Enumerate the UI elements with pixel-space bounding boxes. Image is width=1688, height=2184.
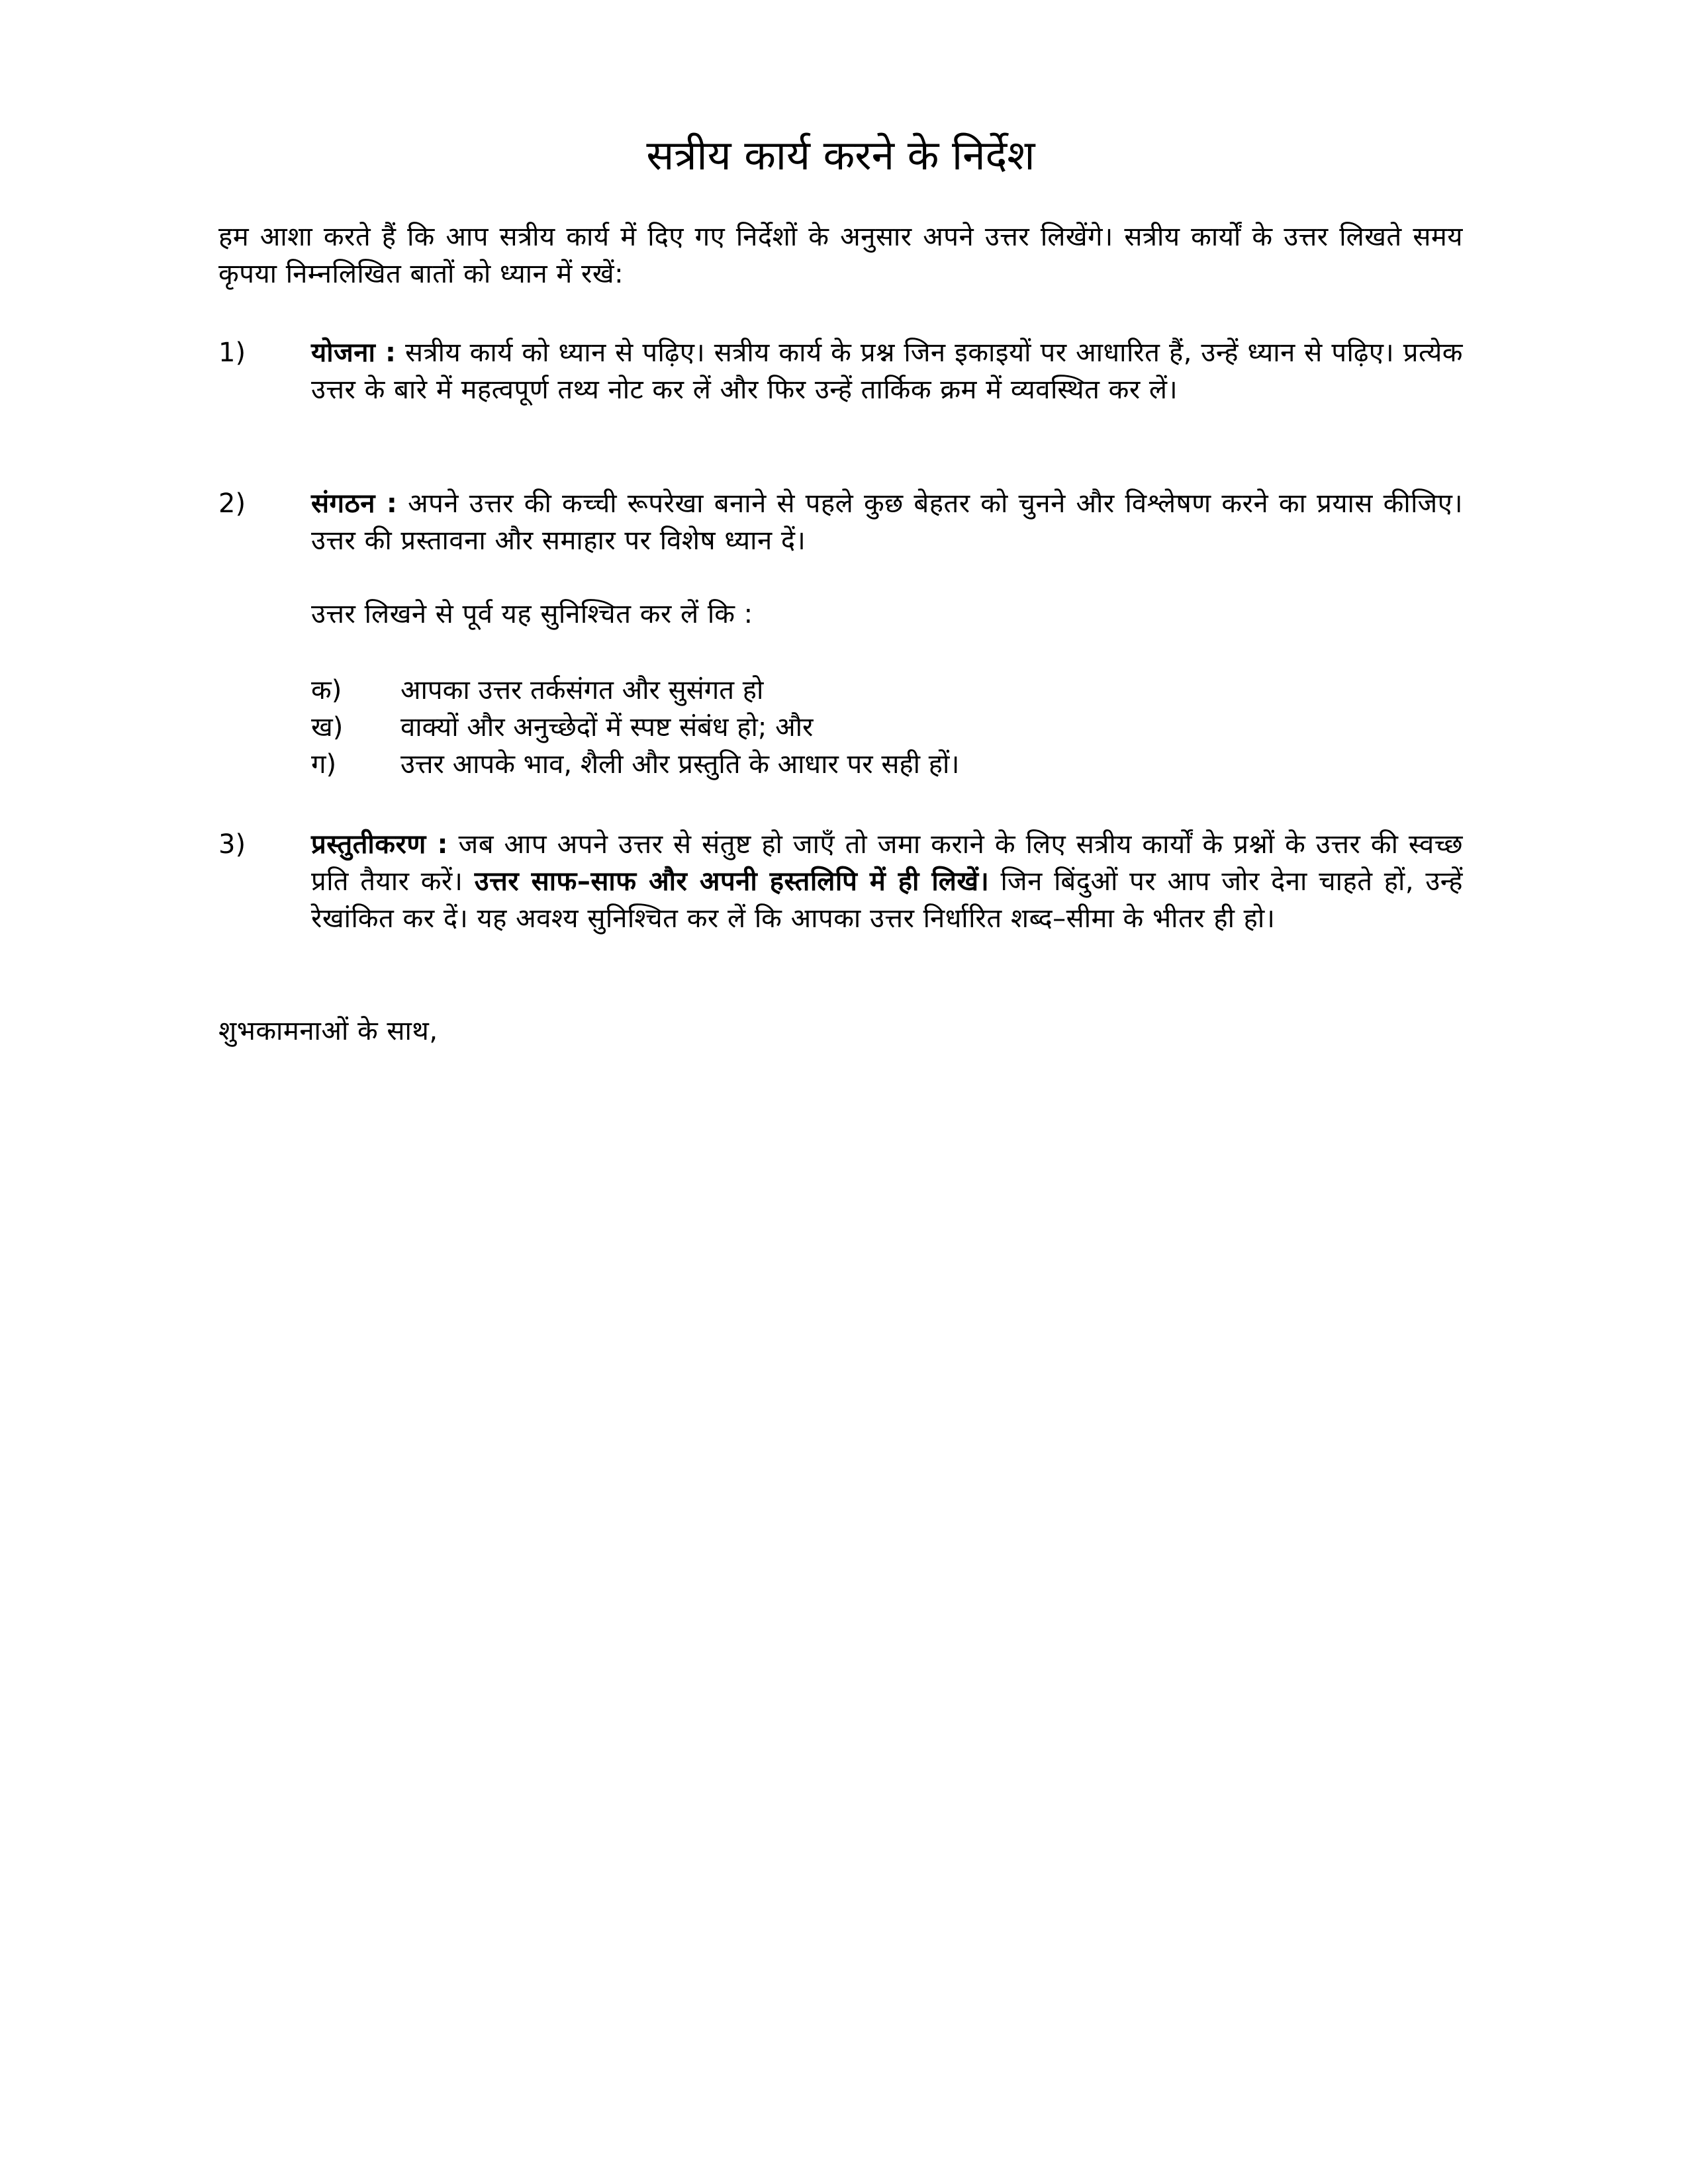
item-body <box>311 826 1463 937</box>
intro-paragraph: हम आशा करते हैं कि आप सत्रीय कार्य में दिए गए निर्देशों के अनुसार अपने उत्तर लिखेंगे। सत्रीय कार्यों के उत्तर लिखते समय कृपया निम्नलिखित बातों को ध्यान में रखें: <box>218 222 1463 289</box>
item-number: 3) <box>218 829 246 860</box>
item-body <box>311 485 1463 559</box>
item-emphasis: उत्तर साफ–साफ और अपनी हस्तलिपि में ही लिखें। <box>474 866 990 897</box>
checklist-item <box>311 746 1463 783</box>
item-text: अपने उत्तर की कच्ची रूपरेखा बनाने से पहले कुछ बेहतर को चुनने और विश्लेषण करने का प्रयास कीजिए। उत्तर की प्रस्तावना और समाहार पर विशेष ध्यान दें। <box>311 488 1464 556</box>
closing-salutation: शुभकामनाओं के साथ, <box>218 1016 438 1046</box>
checklist-text: वाक्यों और अनुच्छेदों में स्पष्ट संबंध हो; और <box>400 712 814 743</box>
item-body <box>311 334 1463 408</box>
item-heading: प्रस्तुतीकरण : <box>311 829 448 860</box>
checklist <box>311 672 1463 783</box>
page-title: सत्रीय कार्य करने के निर्देश <box>646 131 1035 179</box>
item-heading: योजना : <box>311 338 397 368</box>
checklist-label: ख) <box>311 712 344 743</box>
item-heading: संगठन : <box>311 488 398 519</box>
checklist-item <box>311 672 1463 709</box>
item-number: 2) <box>218 488 246 519</box>
checklist-label: क) <box>311 675 342 705</box>
checklist-intro: उत्तर लिखने से पूर्व यह सुनिश्चित कर लें कि : <box>311 599 753 629</box>
item-text: जिन बिंदुओं पर आप जोर देना चाहते हों, उन्हें रेखांकित कर दें। यह अवश्य सुनिश्चित कर लें कि आपका उत्तर निर्धारित शब्द–सीमा के भीतर ही हो। <box>311 866 1463 934</box>
item-text: जब आप अपने उत्तर से संतुष्ट हो जाएँ तो जमा कराने के लिए सत्रीय कार्यों के प्रश्नों के उत्तर की स्वच्छ प्रति तैयार करें। <box>311 829 1463 897</box>
item-text: सत्रीय कार्य को ध्यान से पढ़िए। सत्रीय कार्य के प्रश्न जिन इकाइयों पर आधारित हैं, उन्हें ध्यान से पढ़िए। प्रत्येक उत्तर के बारे में महत्वपूर्ण तथ्य नोट कर लें और फिर उन्हें तार्किक क्रम में व्यवस्थित कर लें। <box>311 338 1463 405</box>
checklist-item <box>311 709 1463 746</box>
checklist-label: ग) <box>311 749 337 780</box>
checklist-text: उत्तर आपके भाव, शैली और प्रस्तुति के आधार पर सही हों। <box>400 749 960 780</box>
checklist-text: आपका उत्तर तर्कसंगत और सुसंगत हो <box>400 675 764 705</box>
item-number: 1) <box>218 338 246 368</box>
